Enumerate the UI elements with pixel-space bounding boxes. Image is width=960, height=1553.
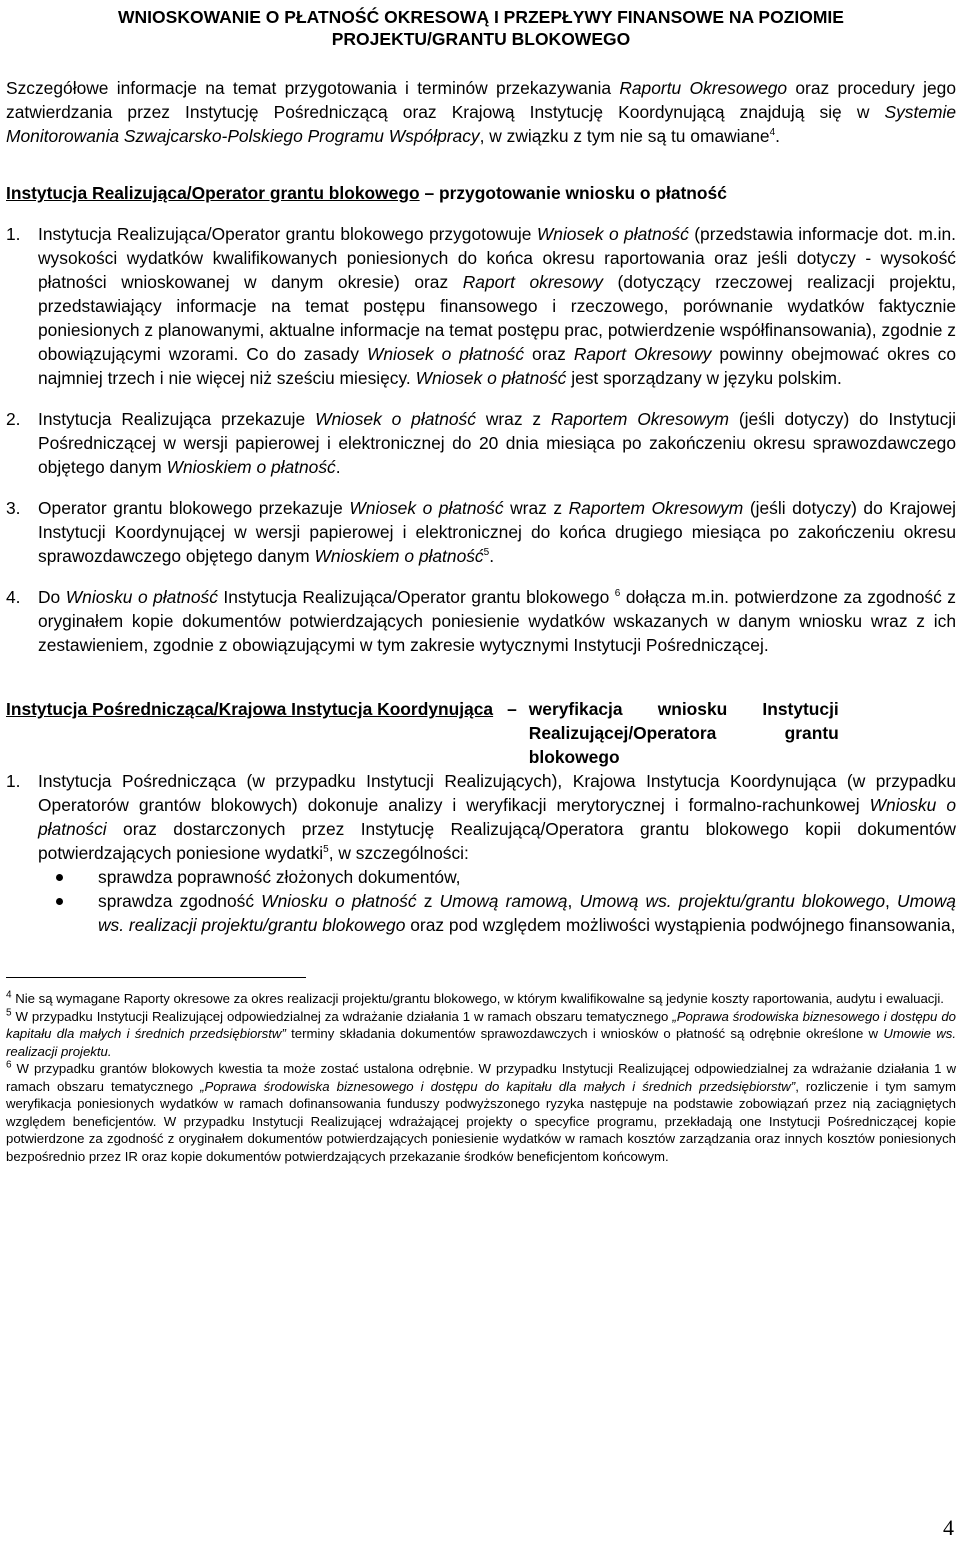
- title-line-2: PROJEKTU/GRANTU BLOKOWEGO: [331, 29, 631, 49]
- section-1-list: [6, 222, 956, 657]
- footnote-4: $^4$ Nie są wymagane Raporty okresowe za okres realizacji projektu/grantu blokowego, w którym kwalifikowalne są jedynie koszty raportowania, audytu i ewaluacji.: [6, 990, 944, 1007]
- title-line-1: WNIOSKOWANIE O PŁATNOŚĆ OKRESOWĄ I PRZEPŁYWY FINANSOWE NA POZIOMIE: [118, 7, 844, 27]
- section-2-list: [6, 769, 956, 937]
- list-item: 2. Instytucja Realizująca przekazuje Wniosek o płatność wraz z Raportem Okresowym (jeśli dotyczy) do Instytucji Pośredniczącej w wersji papierowej i elektronicznej do 20 dnia miesiąca po zakończeniu okresu sprawozdawczego objętego danym Wnioskiem o płatność.: [6, 409, 956, 478]
- bullet-list: [38, 865, 956, 937]
- list-item: 3. Operator grantu blokowego przekazuje Wniosek o płatność wraz z Raportem Okresowym (jeśli dotyczy) do Krajowej Instytucji Koordynującej w wersji papierowej i elektronicznej do końca drugiego miesiąca po zakończeniu okresu sprawozdawczego objętego danym Wnioskiem o płatność$^5$.: [6, 498, 957, 567]
- bullet-icon: [56, 874, 63, 881]
- footnote-5: $^5$ W przypadku Instytucji Realizującej odpowiedzialnej za wdrażanie działania 1 w ramach obszaru tematycznego „Poprawa środowiska biznesowego i dostępu do kapitału dla małych i średnich przedsiębiorstw” terminy składania dokumentów sprawozdawczych i wniosków o płatność są odrębnie określone w Umowie ws. realizacji projektu.: [6, 1007, 957, 1059]
- bullet-icon: [56, 898, 63, 905]
- footnote-ref-5: 5: [483, 547, 490, 559]
- section-2-heading: Instytucja Pośrednicząca/Krajowa Instytucja Koordynująca – weryfikacja wniosku Instytucji Realizującej/Operatora grantu blokowego: [6, 699, 839, 768]
- bullet-item: sprawdza zgodność Wniosku o płatność z Umową ramową, Umową ws. projektu/grantu blokowego, Umową ws. realizacji projektu/grantu blokowego oraz pod względem możliwości wystąpienia podwójnego finansowania,: [38, 889, 956, 937]
- bullet-item: sprawdza poprawność złożonych dokumentów,: [38, 865, 956, 889]
- list-item: 1. Instytucja Realizująca/Operator grantu blokowego przygotowuje Wniosek o płatność (przedstawia informacje dot. m.in. wysokości wydatków kwalifikowanych poniesionych do końca okresu raportowania oraz jeśli dotyczy - wysokość płatności wnioskowanej w danym okresie) oraz Raport okresowy (dotyczący rzeczowej realizacji projektu, przedstawiający informacje na temat postępu finansowego i rzeczowego, porównanie wydatków faktycznie poniesionych z planowanymi, aktualne informacje na temat postępu prac, potwierdzenie współfinansowania), zgodnie z obowiązującymi wzorami. Co do zasady Wniosek o płatność oraz Raport Okresowy powinny obejmować okres co najmniej trzech i nie więcej niż sześciu miesięcy. Wniosek o płatność jest sporządzany w języku polskim.: [6, 224, 957, 389]
- list-item: 4. Do Wniosku o płatność Instytucja Realizująca/Operator grantu blokowego $^6$ dołącza m.in. potwierdzone za zgodność z oryginałem kopie dokumentów potwierdzających poniesienie wydatków wskazanych w danym wniosku wraz z ich zestawieniem, zgodnie z obowiązującymi w tym zakresie wytycznymi Instytucji Pośredniczącej.: [6, 587, 957, 656]
- section-1-heading: Instytucja Realizująca/Operator grantu blokowego – przygotowanie wniosku o płatność: [6, 183, 727, 203]
- intro-paragraph: Szczegółowe informacje na temat przygotowania i terminów przekazywania Raportu Okresowego oraz procedury jego zatwierdzania przez Instytucję Pośredniczącą oraz Krajową Instytucję Koordynującą znajdują się w Systemie Monitorowania Szwajcarsko-Polskiego Programu Współpracy, w związku z tym nie są tu omawiane$^4$.: [6, 78, 956, 146]
- footnote-ref-5: 5: [323, 844, 329, 856]
- footnote-ref-6: 6: [614, 588, 621, 600]
- document-page: [6, 6, 956, 1165]
- footnote-separator: [6, 977, 306, 978]
- list-item: 1. Instytucja Pośrednicząca (w przypadku Instytucji Realizujących), Krajowa Instytucja Koordynująca (w przypadku Operatorów grantów blokowych) dokonuje analizy i weryfikacji merytorycznej i formalno-rachunkowej Wniosku o płatności oraz dostarczonych przez Instytucję Realizującą/Operatora grantu blokowego kopii dokumentów potwierdzających poniesione wydatki$^5$, w szczególności: sprawdza poprawność złożonych dokumentów, sprawdza zgodność Wniosku o płatność z Umową ramową, Umową ws. projektu/grantu blokowego, Umową ws. realizacji projektu/grantu blokowego oraz pod względem możliwości wystąpienia podwójnego finansowania,: [6, 771, 956, 936]
- document-title: [6, 6, 956, 50]
- footnote-ref-4: 4: [769, 127, 776, 139]
- page-number: 4: [943, 1515, 954, 1540]
- footnote-6: $^6$ W przypadku grantów blokowych kwestia ta może zostać ustalona odrębnie. W przypadku Instytucji Realizującej odpowiedzialnej za wdrażanie działania 1 w ramach obszaru tematycznego „Poprawa środowiska biznesowego i dostępu do kapitału dla małych i średnich przedsiębiorstw”, rozliczenie i tym samym weryfikacja poniesionych wydatków w ramach dofinansowania funduszy podwyższonego ryzyka następuje na podstawie zobowiązań przez nią zaciągniętych względem beneficjentów. W przypadku Instytucji Realizującej wdrażającej projekty o specyfice programu, przekładają one Instytucji Pośredniczącej kopie potwierdzone za zgodność z oryginałem dokumentów potwierdzających poniesienie wydatków w ramach kosztów zarządzania oraz innych kosztów poniesionych bezpośrednio przez IR oraz kopie dokumentów potwierdzających przekazanie środków beneficjentom końcowym.: [6, 1060, 957, 1164]
